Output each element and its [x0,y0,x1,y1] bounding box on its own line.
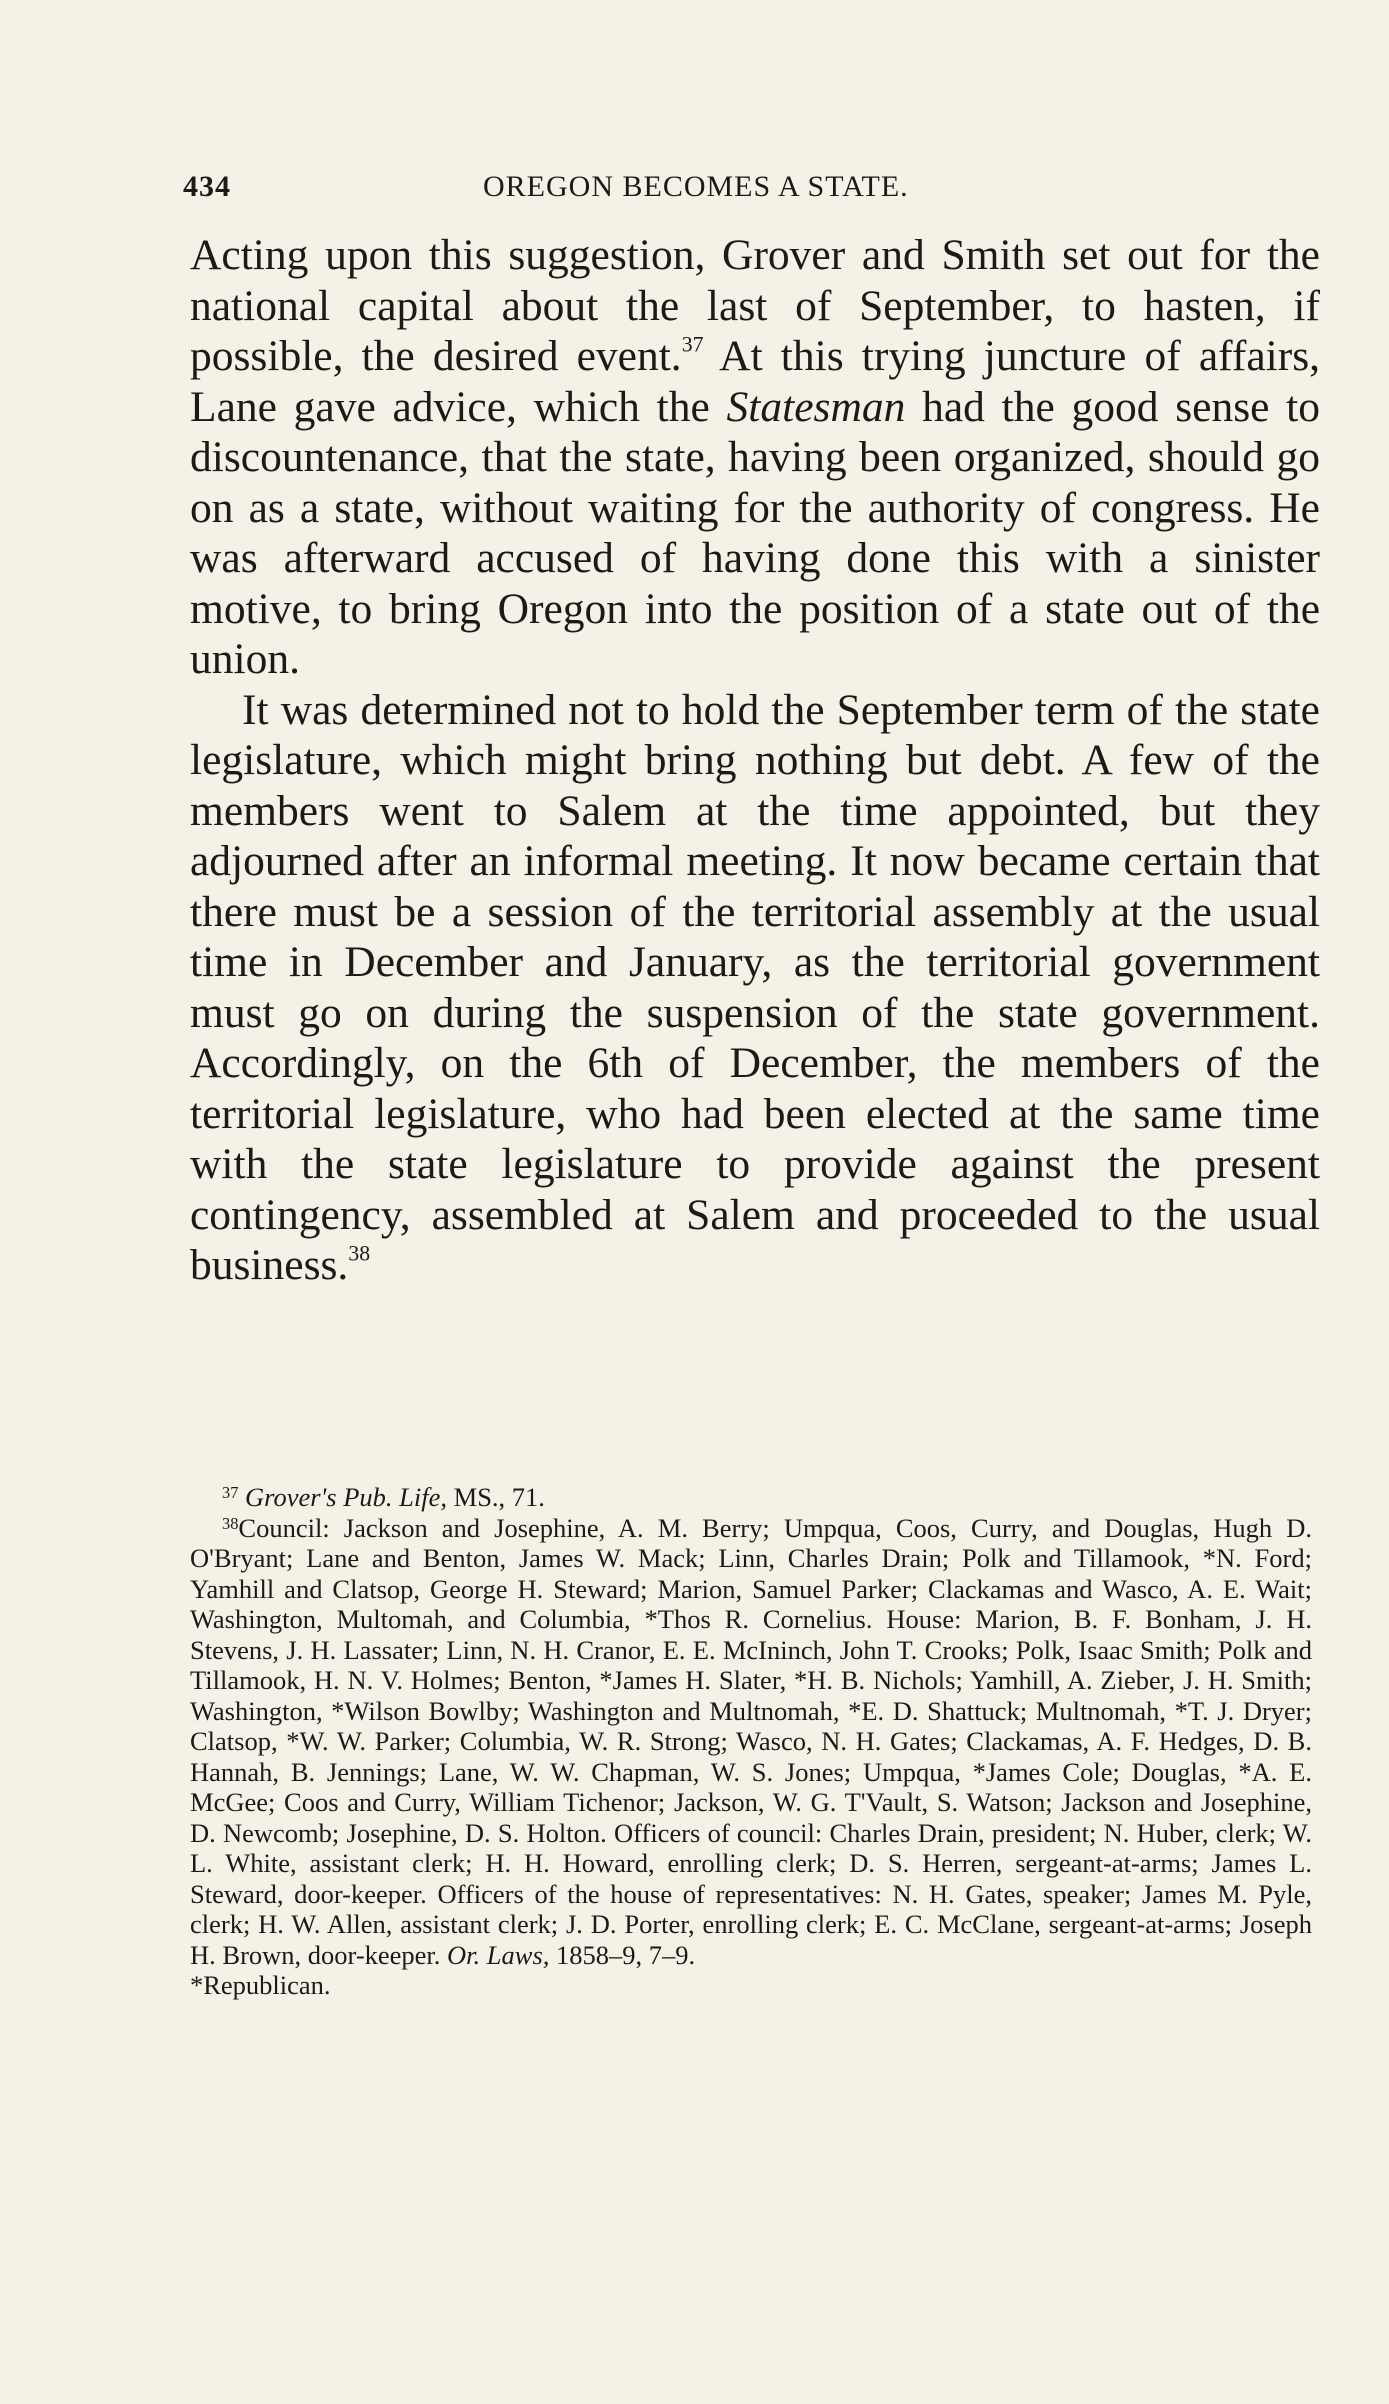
paragraph-2-text: It was determined not to hold the September term of the state legislature, which might bring nothing but debt. A few of the members went to Salem at the time appointed, but they adjourned after an informal meeting. It now became certain that there must be a session of the territorial assembly at the usual time in December and January, as the territorial government must go on during the suspension of the state government. Accordingly, on the 6th of December, the members of the territorial legislature, who had been elected at the same time with the state legislature to provide against the present contingency, assembled at Salem and proceeded to the usual business. [190,685,1320,1289]
footnote-ref-37: 37 [681,332,704,357]
page-number: 434 [183,170,231,203]
footnote-37-number: 37 [222,1482,239,1502]
newspaper-title: Statesman [726,382,906,431]
footnote-37 [190,1482,1312,1513]
footnote-37-text: MS., 71. [447,1482,545,1512]
paragraph-1 [190,230,1320,685]
running-title: OREGON BECOMES A STATE. [483,170,909,203]
main-text [190,230,1320,1291]
paragraph-1-text-b: At this trying juncture of affairs, Lane gave advice, which the [190,332,1320,431]
republican-note: *Republican. [190,1970,331,2000]
footnote-38 [190,1513,1312,1971]
footnote-ref-38: 38 [348,1241,371,1266]
footnote-38-text-b: 1858–9, 7–9. [549,1939,696,1970]
paragraph-2 [190,685,1320,1291]
paragraph-1-text-c: had the good sense to discountenance, that the state, having been organized, should go on as a state, without waiting for the authority of congress. He was afterward accused of having done this with a sinister motive, to bring Oregon into the position of a state out of the union. [190,382,1320,683]
paragraph-1-text-a: Acting upon this suggestion, Grover and Smith set out for the national capital about the last of September, to hasten, if possible, the desired event. [190,231,1320,380]
footnote-38-number: 38 [222,1513,239,1533]
footnotes [190,1482,1312,2001]
page-header [183,170,1323,214]
footnote-38-text-a: Council: Jackson and Josephine, A. M. Berry; Umpqua, Coos, Curry, and Douglas, Hugh D. O'Bryant; Lane and Benton, James W. Mack; Linn, Charles Drain; Polk and Tillamook, *N. Ford; Yamhill and Clatsop, George H. Steward; Marion, Samuel Parker; Clackamas and Wasco, A. E. Wait; Washington, Multomah, and Columbia, *Thos R. Cornelius. House: Marion, B. F. Bonham, J. H. Stevens, J. H. Lassater; Linn, N. H. Cranor, E. E. McIninch, John T. Crooks; Polk, Isaac Smith; Polk and Tillamook, H. N. V. Holmes; Benton, *James H. Slater, *H. B. Nichols; Yamhill, A. Zieber, J. H. Smith; Washington, *Wilson Bowlby; Washington and Multnomah, *E. D. Shattuck; Multnomah, *T. J. Dryer; Clatsop, *W. W. Parker; Columbia, W. R. Strong; Wasco, N. H. Gates; Clackamas, A. F. Hedges, D. B. Hannah, B. Jennings; Lane, W. W. Chapman, W. S. Jones; Umpqua, *James Cole; Douglas, *A. E. McGee; Coos and Curry, William Tichenor; Jackson, W. G. T'Vault, S. Watson; Jackson and Josephine, D. Newcomb; Josephine, D. S. Holton. Officers of council: Charles Drain, president; N. Huber, clerk; W. L. White, assistant clerk; H. H. Howard, enrolling clerk; D. S. Herren, sergeant-at-arms; James L. Steward, door-keeper. Officers of the house of representatives: N. H. Gates, speaker; James M. Pyle, clerk; H. W. Allen, assistant clerk; J. D. Porter, enrolling clerk; E. C. McClane, sergeant-at-arms; Joseph H. Brown, door-keeper. [190,1512,1312,1970]
footnote-38-italic: Or. Laws, [447,1939,550,1970]
footnote-37-italic: Grover's Pub. Life, [245,1482,447,1512]
